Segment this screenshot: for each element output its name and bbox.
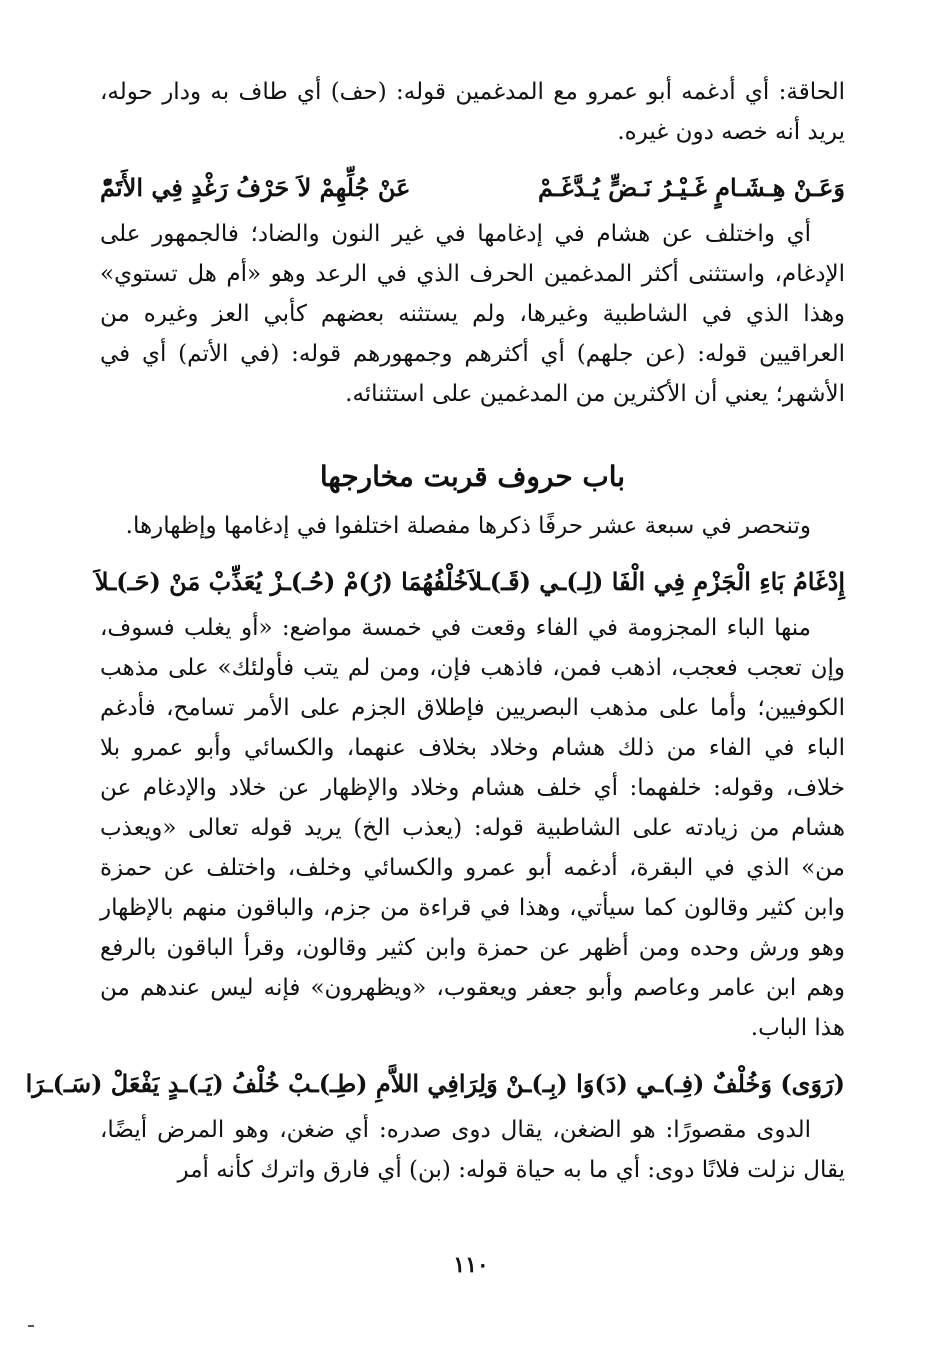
paragraph-1: الحاقة: أي أدغمه أبو عمرو مع المدغمين قوله: (حف) أي طاف به ودار حوله، يريد أنه خصه دون غيره. [100, 79, 845, 145]
verse-1-second-hemistich: عَنْ جُلِّهِمْ لاَ حَرْفُ رَغْدٍ فِي الأَتَمّْ [100, 173, 411, 202]
chapter-heading: باب حروف قربت مخارجها [319, 460, 626, 493]
verse-2-first-hemistich: إِدْغَامُ بَاءِ الْجَزْمِ فِي الْفَا (لِـ)ـي (قَـ)ـلاَ [468, 567, 845, 596]
paragraph-2: أي واختلف عن هشام في إدغامها في غير النون والضاد؛ فالجمهور على الإدغام، واستثنى أكثر المدغمين الحرف الذي في الرعد وهو «أم هل تستوي» وهذا الذي في الشاطبية وغيرها، ولم يستثنه بعضهم كأبي العز وغيره من العراقيين قوله: (عن جلهم) أي أكثرهم وجمهورهم قوله: (في الأتم) أي في الأشهر؛ يعني أن الأكثرين من المدغمين على استثنائه. [100, 221, 845, 407]
paragraph-5: الدوى مقصورًا: هو الضغن، يقال دوى صدره: أي ضغن، وهو المرض أيضًا، يقال نزلت فلانًا دوى: أي ما به حياة قوله: (بن) أي فارق واترك كأنه أمر [100, 1117, 845, 1183]
paragraph-3: وتنحصر في سبعة عشر حرفًا ذكرها مفصلة اختلفوا في إدغامها وإظهارها. [125, 513, 811, 539]
verse-line-3 [25, 1062, 845, 1106]
verse-1-first-hemistich: وَعَـنْ هِـشَـامٍ غَـيْـرُ نَـضٍّ يُـدَّغَـمْ [537, 173, 845, 202]
verse-line-1 [100, 166, 845, 210]
verse-3-first-hemistich: (رَوَى) وَخُلْفٌ (فِـ)ـي (دَ)وَا (بِـ)ـنْ وَلِرَا [458, 1069, 845, 1098]
verse-line-2 [94, 560, 845, 604]
scan-mark [28, 1325, 34, 1327]
paragraph-4: منها الباء المجزومة في الفاء وقعت في خمسة مواضع: «أو يغلب فسوف، وإن تعجب فعجب، اذهب فمن، فاذهب فإن، ومن لم يتب فأولئك» على مذهب الكوفيين؛ وأما على مذهب البصريين فإطلاق الجزم على الأمر تسامح، فأدغم الباء في الفاء من ذلك هشام وخلاد بخلاف عنهما، والكسائي وأبو عمرو بلا خلاف، وقوله: خلفهما: أي خلف هشام وخلاد والإظهار عن خلاد والإدغام عن هشام من زيادته على الشاطبية قوله: (يعذب الخ) يريد قوله تعالى «ويعذب من» الذي في البقرة، أدغمه أبو عمرو والكسائي وخلف، واختلف عن حمزة وابن كثير وقالون كما سيأتي، وهذا في قراءة من جزم، والباقون منهم بالإظهار وهو ورش وحده ومن أظهر عن حمزة وابن كثير وقالون، وقرأ الباقون بالرفع وهم ابن عامر وعاصم وأبو جعفر ويعقوب، «ويظهرون» فإنه ليس عندهم من هذا الباب. [100, 615, 845, 1041]
verse-3-second-hemistich: فِي اللاَّمِ (طِـ)ـبْ خُلْفُ (يَـ)ـدٍ يَفْعَلْ (سَـ)ـرَا [25, 1069, 459, 1098]
page-number: ١١٠ [453, 1252, 489, 1278]
page-body [25, 72, 845, 1190]
verse-2-second-hemistich: خُلْفُهُمَا (رُ)مْ (حُـ)ـزْ يُعَذِّبْ مَنْ (حَـ)ـلاَ [94, 567, 469, 596]
